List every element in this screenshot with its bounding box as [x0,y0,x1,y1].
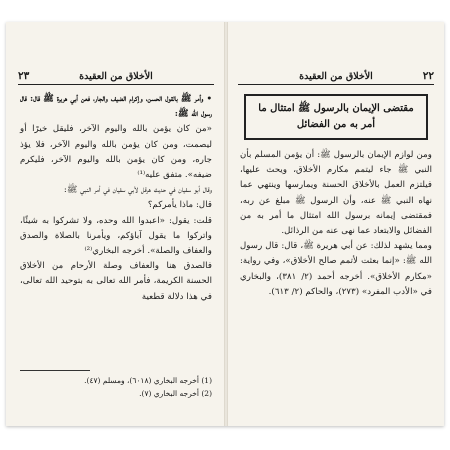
book-spread [6,22,444,426]
paragraph: ومن لوازم الإيمان بالرسول ﷺ: أن يؤمن المسلم بأن النبي ﷺ جاء ليتمم مكارم الأخلاق، ويحث عليها، فيلتزم العمل بالأخلاق الحسنة ويمارسها وينتهي عما نهاه النبي ﷺ عنه، وأن الرسول ﷺ مبلغ عن ربه، فمقتضى إيمانه برسول الله امتثال ما أمر به من الفضائل والابتعاد عما نهى عنه من الرذائل. [240,150,432,237]
header-title: الأخلاق من العقيدة [299,71,373,82]
footnote: (2) أخرجه البخاري (٧). [139,389,212,398]
paragraph: قال: ماذا يأمركم؟ [147,200,212,211]
paragraph: وقال أبو سفيان في حديث هرقل لأبي سفيان في أمر النبي ﷺ: [63,185,212,196]
section-heading: مقتضى الإيمان بالرسول ﷺ امتثال ما أمر به من الفضائل [258,103,414,130]
paragraph: فالصدق هنا والعفاف وصلة الأرحام من الأخلاق الحسنة الكريمة، فأمر الله تعالى به بتوحيد الله تعالى، في هذا دلالة قطعية [20,261,212,302]
page-number: ٢٢ [422,70,434,82]
right-page [230,22,442,426]
footnote: (1) أخرجه البخاري (٦٠١٨)، ومسلم (٤٧). [84,376,212,385]
section-heading-box [244,94,428,140]
paragraph: قلت: يقول: «اعبدوا الله وحده، ولا تشركوا به شيئًا، واتركوا ما يقول آباؤكم، ويأمرنا بالصلاة والصدق والعفاف والصلة». أخرجه البخاري⁽²⁾ [20,215,212,257]
paragraph: «من كان يؤمن بالله واليوم الآخر، فليقل خيرًا أو ليصمت، ومن كان يؤمن بالله واليوم الآخر، فلا يؤذ جاره، ومن كان يؤمن بالله واليوم الآخر، فليكرم ضيفه». متفق عليه⁽¹⁾ [20,124,212,181]
running-header [238,70,434,85]
book-gutter [224,22,228,426]
paragraph: ومما يشهد لذلك: عن أبي هريرة ﷺ، قال: قال رسول الله ﷺ: «إنما بعثت لأتمم صالح الأخلاق»، وفي رواية: «مكارم الأخلاق». أخرجه أحمد (٢/ ٣٨١)، والبخاري في «الأدب المفرد» (٢٧٣)، والحاكم (٢/ ٦١٣). [240,241,432,297]
paragraph: • وأمر ﷺ بالقول الحسن، وإكرام الضيف والجار، فعن أبي هريرة ﷺ قال: قال رسول الله ﷺ: [20,94,212,120]
body-text [240,148,432,300]
footnotes [20,374,212,400]
footnote-divider [20,370,90,371]
running-header [18,70,214,85]
left-page [10,22,222,426]
page-number: ٢٣ [18,70,30,82]
header-title: الأخلاق من العقيدة [79,71,153,82]
body-text [20,92,212,305]
